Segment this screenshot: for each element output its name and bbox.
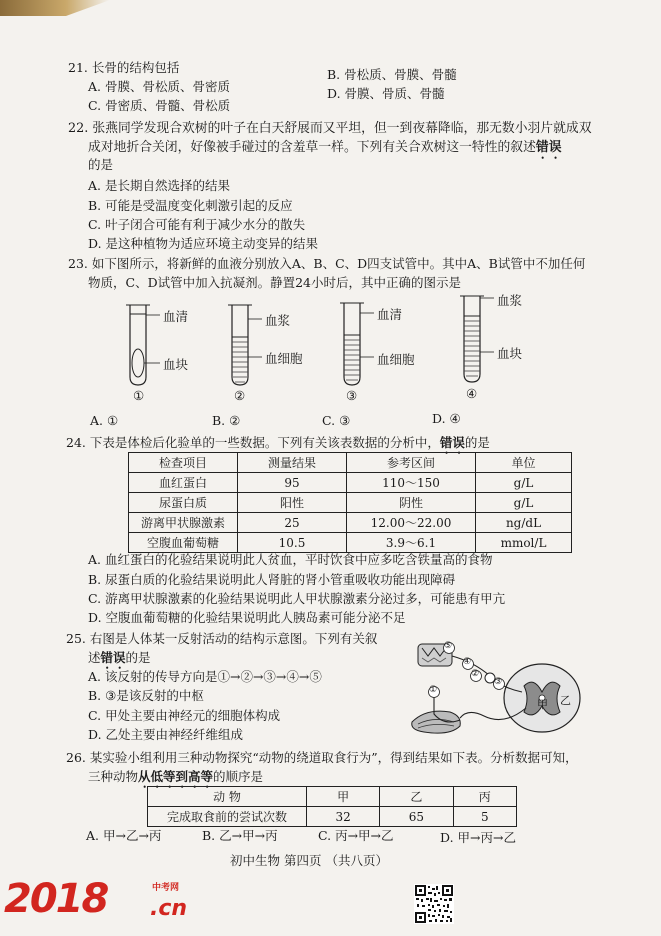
table-cell: 5: [453, 807, 516, 827]
q22-option-c[interactable]: C. 叶子闭合可能有利于减少水分的散失: [88, 217, 306, 232]
site-logo-subtitle: 中考网: [152, 883, 180, 893]
qr-code-icon: [414, 884, 454, 924]
q26-option-b[interactable]: B. 乙→甲→丙: [202, 828, 278, 843]
table-header-row: [148, 787, 517, 807]
q25-emphasis: 错误: [100, 650, 126, 665]
q22-stem-line3: 的是: [88, 157, 114, 172]
table-header-cell: 检查项目: [129, 453, 238, 473]
table-cell: 尿蛋白质: [129, 493, 238, 513]
q24-emphasis: 错误: [439, 435, 465, 450]
q26-table: [147, 786, 517, 827]
table-row: [129, 493, 572, 513]
table-cell: g/L: [476, 473, 572, 493]
reflex-label-3: ③: [494, 677, 503, 687]
q24-stem: 24. 下表是体检后化验单的一些数据。下列有关该表数据的分析中，错误的是: [66, 435, 490, 450]
q25-option-c[interactable]: C. 甲处主要由神经元的细胞体构成: [88, 708, 281, 723]
table-cell: 空腹血葡萄糖: [129, 533, 238, 553]
q23-option-d[interactable]: D. ④: [432, 411, 461, 426]
table-header-row: [129, 453, 572, 473]
tube2-bottom-label: 血细胞: [265, 351, 303, 366]
site-logo-number: 2018: [4, 876, 108, 922]
q22-option-a[interactable]: A. 是长期自然选择的结果: [88, 178, 230, 193]
q25-option-b[interactable]: B. ③是该反射的中枢: [88, 688, 204, 703]
table-header-cell: 测量结果: [238, 453, 347, 473]
q21-option-b[interactable]: B. 骨松质、骨膜、骨髓: [327, 67, 457, 82]
table-cell: 25: [238, 513, 347, 533]
table-cell: 12.00～22.00: [347, 513, 476, 533]
tube4-top-label: 血浆: [497, 293, 523, 308]
table-cell: 阳性: [238, 493, 347, 513]
q24-option-b[interactable]: B. 尿蛋白质的化验结果说明此人肾脏的肾小管重吸收功能出现障碍: [88, 572, 456, 587]
reflex-label-5: ⑤: [444, 641, 453, 651]
table-cell: 110～150: [347, 473, 476, 493]
q23-stem-line1: 23. 如下图所示，将新鲜的血液分别放入A、B、C、D四支试管中。其中A、B试管中不加任何: [68, 256, 586, 271]
q25-stem-line2: 述错误的是: [88, 650, 151, 665]
tube2-number: ②: [234, 388, 246, 403]
table-cell: 游离甲状腺激素: [129, 513, 238, 533]
q26-stem-line2: 三种动物从低等到高等的顺序是: [88, 769, 264, 784]
q24-option-c[interactable]: C. 游离甲状腺激素的化验结果说明此人甲状腺激素分泌过多，可能患有甲亢: [88, 591, 506, 606]
tube1-number: ①: [133, 388, 145, 403]
q22-stem-line2: 成对地折合关闭，好像被手碰过的含羞草一样。下列有关合欢树这一特性的叙述错误: [88, 140, 562, 155]
table-cell: 32: [307, 807, 380, 827]
table-header-cell: 单位: [476, 453, 572, 473]
reflex-label-jia: 甲: [537, 698, 548, 711]
table-row: [129, 473, 572, 493]
q22-option-d[interactable]: D. 是这种植物为适应环境主动变异的结果: [88, 236, 319, 251]
page-footer: 初中生物 第四页 （共八页）: [230, 853, 388, 868]
q22-option-b[interactable]: B. 可能是受温度变化刺激引起的反应: [88, 198, 293, 213]
table-cell: ng/dL: [476, 513, 572, 533]
tube3-number: ③: [346, 388, 358, 403]
q22-emphasis: 错误: [535, 140, 562, 155]
tube1-bottom-label: 血块: [163, 357, 189, 372]
table-header-cell: 乙: [380, 787, 453, 807]
q21-stem: 21. 长骨的结构包括: [68, 60, 180, 75]
table-cell: 95: [238, 473, 347, 493]
q21-option-a[interactable]: A. 骨膜、骨松质、骨密质: [88, 79, 230, 94]
table-cell: 阴性: [347, 493, 476, 513]
table-row: [148, 807, 517, 827]
page-corner-decoration: [0, 0, 110, 16]
q26-emphasis: 从低等到高等: [138, 769, 214, 784]
tube4-number: ④: [466, 386, 478, 401]
q24-option-a[interactable]: A. 血红蛋白的化验结果说明此人贫血，平时饮食中应多吃含铁量高的食物: [88, 552, 493, 567]
site-logo-domain: .cn: [150, 896, 188, 921]
table-cell: 完成取食前的尝试次数: [148, 807, 307, 827]
tube2-top-label: 血浆: [265, 313, 291, 328]
q26-option-c[interactable]: C. 丙→甲→乙: [318, 828, 394, 843]
table-cell: mmol/L: [476, 533, 572, 553]
reflex-label-1: ①: [429, 685, 438, 695]
reflex-label-4: ④: [463, 657, 472, 667]
table-cell: g/L: [476, 493, 572, 513]
q23-option-a[interactable]: A. ①: [90, 413, 119, 428]
table-header-cell: 丙: [453, 787, 516, 807]
table-cell: 10.5: [238, 533, 347, 553]
tube3-bottom-label: 血细胞: [377, 352, 415, 367]
q24-option-d[interactable]: D. 空腹血葡萄糖的化验结果说明此人胰岛素可能分泌不足: [88, 610, 406, 625]
q25-option-d[interactable]: D. 乙处主要由神经纤维组成: [88, 727, 244, 742]
table-cell: 3.9～6.1: [347, 533, 476, 553]
q21-option-c[interactable]: C. 骨密质、骨髓、骨松质: [88, 98, 231, 113]
tube1-top-label: 血清: [163, 309, 189, 324]
q22-stem-line1: 22. 张燕同学发现合欢树的叶子在白天舒展而又平坦，但一到夜幕降临，那无数小羽片就成双: [68, 121, 592, 136]
q23-option-b[interactable]: B. ②: [212, 413, 241, 428]
reflex-label-yi: 乙: [560, 694, 571, 707]
table-cell: 65: [380, 807, 453, 827]
table-header-cell: 动 物: [148, 787, 307, 807]
table-header-cell: 参考区间: [347, 453, 476, 473]
tube3-top-label: 血清: [377, 307, 403, 322]
reflex-label-2: ②: [471, 669, 480, 679]
q21-option-d[interactable]: D. 骨膜、骨质、骨髓: [327, 86, 445, 101]
table-row: [129, 513, 572, 533]
q26-option-d[interactable]: D. 甲→丙→乙: [440, 830, 516, 845]
q25-stem-line1: 25. 右图是人体某一反射活动的结构示意图。下列有关叙: [66, 631, 378, 646]
table-cell: 血红蛋白: [129, 473, 238, 493]
q26-option-a[interactable]: A. 甲→乙→丙: [86, 828, 162, 843]
q23-stem-line2: 物质，C、D试管中加入抗凝剂。静置24小时后，其中正确的图示是: [88, 275, 461, 290]
q26-stem-line1: 26. 某实验小组利用三种动物探究“动物的绕道取食行为”，得到结果如下表。分析数据可知，: [66, 750, 578, 765]
tube4-bottom-label: 血块: [497, 346, 523, 361]
q24-table: [128, 452, 572, 553]
q23-option-c[interactable]: C. ③: [322, 413, 351, 428]
table-header-cell: 甲: [307, 787, 380, 807]
q25-option-a[interactable]: A. 该反射的传导方向是①→②→③→④→⑤: [88, 669, 322, 684]
